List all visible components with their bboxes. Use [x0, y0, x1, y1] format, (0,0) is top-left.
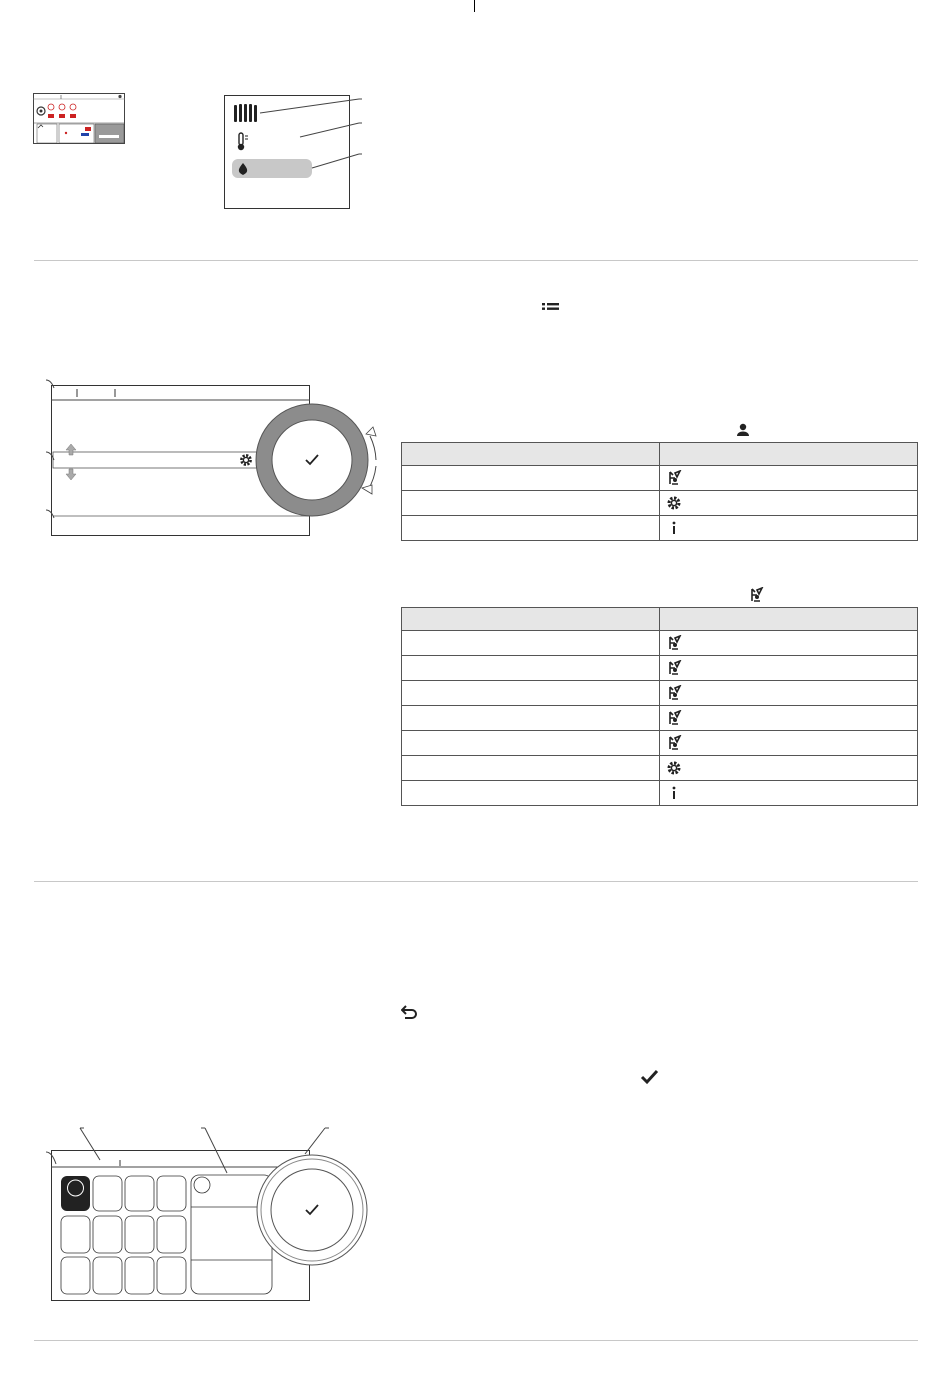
controller-knob-figure [40, 378, 390, 538]
user-icon [736, 423, 750, 437]
row-label [402, 731, 660, 756]
installer-icon [666, 470, 682, 486]
table-header-cell [402, 608, 660, 631]
row-label [402, 516, 660, 541]
controller-thumbnail [33, 93, 126, 145]
installer-icon [666, 685, 682, 701]
row-label [402, 466, 660, 491]
settings-gear-icon [666, 495, 682, 511]
table-row [402, 656, 918, 681]
home-screen-figure [40, 1120, 370, 1310]
installer-icon [748, 587, 764, 603]
settings-gear-icon [666, 760, 682, 776]
section-divider [34, 1340, 918, 1341]
list-icon [542, 302, 560, 314]
table-row [402, 781, 918, 806]
installer-icon [666, 660, 682, 676]
info-icon [666, 520, 682, 536]
installer-icon [666, 710, 682, 726]
section-divider [34, 881, 918, 882]
row-label [402, 706, 660, 731]
table-row [402, 706, 918, 731]
table-row [402, 756, 918, 781]
table-header-cell [660, 443, 918, 466]
row-label [402, 491, 660, 516]
row-label [402, 656, 660, 681]
table-row [402, 466, 918, 491]
row-label [402, 681, 660, 706]
table-header-cell [402, 443, 660, 466]
display-figure [222, 92, 372, 212]
checkmark-icon [640, 1069, 660, 1085]
table-row [402, 631, 918, 656]
row-label [402, 631, 660, 656]
row-label [402, 756, 660, 781]
info-icon [666, 785, 682, 801]
page-center-mark [474, 0, 475, 12]
installer-icon [666, 735, 682, 751]
back-arrow-icon [401, 1003, 419, 1019]
row-label [402, 781, 660, 806]
installer-menu-table [401, 607, 918, 806]
table-row [402, 731, 918, 756]
user-menu-table [401, 442, 918, 541]
table-row [402, 516, 918, 541]
table-row [402, 681, 918, 706]
selected-tile [61, 1176, 90, 1211]
section-divider [34, 260, 918, 261]
installer-icon [666, 635, 682, 651]
table-header-cell [660, 608, 918, 631]
table-row [402, 491, 918, 516]
